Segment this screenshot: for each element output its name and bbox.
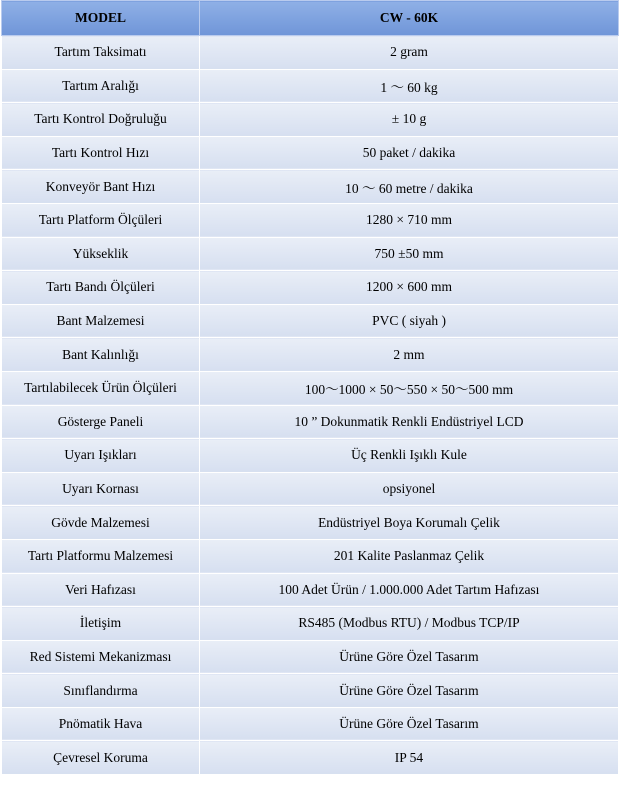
spec-value-cell: 2 gram: [200, 36, 619, 70]
spec-row: [2, 271, 619, 305]
spec-value-cell: opsiyonel: [200, 472, 619, 506]
spec-value-cell: 201 Kalite Paslanmaz Çelik: [200, 539, 619, 573]
spec-label-cell: Pnömatik Hava: [2, 707, 200, 741]
spec-row: [2, 338, 619, 372]
spec-label-cell: Tartı Bandı Ölçüleri: [2, 271, 200, 305]
spec-row: [2, 405, 619, 439]
spec-value-cell: Ürüne Göre Özel Tasarım: [200, 674, 619, 708]
spec-label-cell: Tartım Taksimatı: [2, 36, 200, 70]
spec-row: [2, 472, 619, 506]
spec-row: [2, 136, 619, 170]
spec-label-cell: Red Sistemi Mekanizması: [2, 640, 200, 674]
spec-value-cell: Üç Renkli Işıklı Kule: [200, 439, 619, 473]
spec-row: [2, 573, 619, 607]
spec-value-cell: 10 ～ 60 metre / dakika: [200, 170, 619, 204]
spec-row: [2, 237, 619, 271]
spec-label-cell: Konveyör Bant Hızı: [2, 170, 200, 204]
spec-label-cell: Bant Kalınlığı: [2, 338, 200, 372]
spec-label-cell: Uyarı Kornası: [2, 472, 200, 506]
spec-row: [2, 539, 619, 573]
spec-row: [2, 506, 619, 540]
spec-value-cell: 10 ” Dokunmatik Renkli Endüstriyel LCD: [200, 405, 619, 439]
spec-row: [2, 674, 619, 708]
spec-label-cell: Tartılabilecek Ürün Ölçüleri: [2, 371, 200, 405]
spec-row: [2, 741, 619, 775]
spec-label-cell: İletişim: [2, 607, 200, 641]
spec-value-cell: PVC ( siyah ): [200, 304, 619, 338]
spec-table-body: [2, 1, 619, 775]
spec-label-cell: Yükseklik: [2, 237, 200, 271]
spec-value-cell: 750 ±50 mm: [200, 237, 619, 271]
spec-label-cell: Tartı Platformu Malzemesi: [2, 539, 200, 573]
spec-value-cell: 1 ～ 60 kg: [200, 69, 619, 103]
spec-row: [2, 304, 619, 338]
spec-value-cell: Ürüne Göre Özel Tasarım: [200, 640, 619, 674]
header-model-cell: CW - 60K: [200, 1, 619, 36]
spec-label-cell: Bant Malzemesi: [2, 304, 200, 338]
spec-label-cell: Tartı Kontrol Hızı: [2, 136, 200, 170]
spec-label-cell: Tartı Platform Ölçüleri: [2, 203, 200, 237]
spec-row: [2, 103, 619, 137]
spec-header-row: [2, 1, 619, 36]
spec-label-cell: Uyarı Işıkları: [2, 439, 200, 473]
spec-row: [2, 203, 619, 237]
spec-label-cell: Gövde Malzemesi: [2, 506, 200, 540]
spec-row: [2, 707, 619, 741]
spec-label-cell: Tartım Aralığı: [2, 69, 200, 103]
spec-label-cell: Veri Hafızası: [2, 573, 200, 607]
spec-label-cell: Sınıflandırma: [2, 674, 200, 708]
spec-value-cell: 2 mm: [200, 338, 619, 372]
spec-label-cell: Gösterge Paneli: [2, 405, 200, 439]
spec-row: [2, 607, 619, 641]
spec-value-cell: RS485 (Modbus RTU) / Modbus TCP/IP: [200, 607, 619, 641]
spec-value-cell: 1200 × 600 mm: [200, 271, 619, 305]
spec-value-cell: 1280 × 710 mm: [200, 203, 619, 237]
spec-row: [2, 69, 619, 103]
spec-table: [1, 0, 619, 775]
spec-value-cell: 100～1000 × 50～550 × 50～500 mm: [200, 371, 619, 405]
spec-value-cell: ± 10 g: [200, 103, 619, 137]
spec-row: [2, 371, 619, 405]
spec-value-cell: IP 54: [200, 741, 619, 775]
spec-value-cell: 50 paket / dakika: [200, 136, 619, 170]
spec-row: [2, 36, 619, 70]
spec-value-cell: Endüstriyel Boya Korumalı Çelik: [200, 506, 619, 540]
spec-row: [2, 640, 619, 674]
spec-row: [2, 170, 619, 204]
spec-label-cell: Çevresel Koruma: [2, 741, 200, 775]
header-label-cell: MODEL: [2, 1, 200, 36]
spec-value-cell: Ürüne Göre Özel Tasarım: [200, 707, 619, 741]
spec-label-cell: Tartı Kontrol Doğruluğu: [2, 103, 200, 137]
spec-value-cell: 100 Adet Ürün / 1.000.000 Adet Tartım Hafızası: [200, 573, 619, 607]
spec-row: [2, 439, 619, 473]
